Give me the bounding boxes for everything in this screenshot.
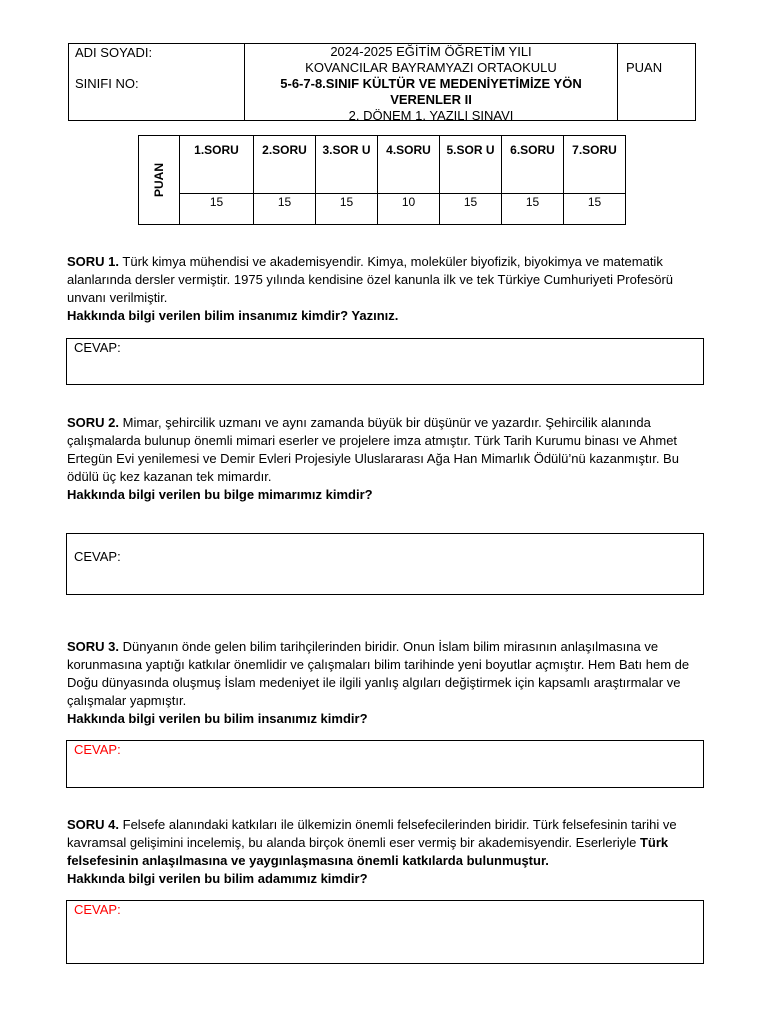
- course-title: 5-6-7-8.SINIF KÜLTÜR VE MEDENİYETİMİZE YÖN VERENLER II: [280, 76, 582, 107]
- name-label: ADI SOYADI:: [75, 45, 153, 60]
- puan-row-label: PUAN: [139, 136, 180, 225]
- score-points: 15: [316, 194, 378, 225]
- score-points: 15: [564, 194, 626, 225]
- question-2: [67, 414, 707, 504]
- school-year: 2024-2025 EĞİTİM ÖĞRETİM YILI: [330, 44, 532, 59]
- score-col-header: 7.SORU: [564, 136, 626, 194]
- question-text: Mimar, şehircilik uzmanı ve aynı zamanda büyük bir düşünür ve yazardır. Şehircilik alanında: [122, 415, 651, 430]
- question-label: SORU 1.: [67, 254, 120, 269]
- exam-title-cell: [245, 44, 618, 123]
- score-col-header: 2.SORU: [254, 136, 316, 194]
- question-text: çalışmalarda bulunup önemli mimari eserler ve projelere imza atmıştır. Türk Tarih Kurumu binası ve Ahmet Ertegün Evi yenilemesi ve Demir Evleri Projesiyle Uluslararası Ağa Han Mimarlık Ödülü’nü kazanmıştır. Bu ödülü üç kez kazanan tek mimardır.: [67, 433, 679, 484]
- answer-label: CEVAP:: [74, 549, 121, 564]
- school-name: KOVANCILAR BAYRAMYAZI ORTAOKULU: [305, 60, 557, 75]
- score-points: 15: [502, 194, 564, 225]
- question-text: Türk kimya mühendisi ve akademisyendir. Kimya, moleküler biyofizik, biyokimya ve matematik alanlarında dersler vermiştir. 1975 yılında kendisine özel kanunla ilk ve tek Türkiye Cumhuriyeti Profesörü unvanı verilmiştir.: [67, 254, 673, 305]
- question-label: SORU 3.: [67, 639, 120, 654]
- score-table: [138, 135, 626, 225]
- question-label: SORU 2.: [67, 415, 120, 430]
- class-label: SINIFI NO:: [75, 76, 139, 91]
- question-1: [67, 253, 707, 325]
- score-points: 15: [254, 194, 316, 225]
- question-4: [67, 816, 707, 888]
- question-prompt: Hakkında bilgi verilen bu bilim insanımız kimdir?: [67, 711, 368, 726]
- question-label: SORU 4.: [67, 817, 120, 832]
- score-col-header: 1.SORU: [180, 136, 254, 194]
- answer-box-1[interactable]: [66, 338, 704, 385]
- question-3: [67, 638, 707, 728]
- question-prompt: Hakkında bilgi verilen bilim insanımız kimdir? Yazınız.: [67, 308, 399, 323]
- question-text: Dünyanın önde gelen bilim tarihçilerinden biridir. Onun İslam bilim mirasının anlaşılmasına ve korunmasına yaptığı katkılar önemlidir ve çalışmaları bilim tarihinde yeni boyutlar açmıştır. Hem Batı hem de Doğu dünyasında oluşmuş İslam medeniyet ile ilgili yanlış algıları değiştirmek için kapsamlı araştırmalar ve çalışmalar yapmıştır.: [67, 639, 690, 708]
- question-text-emphasis: Türk felsefesinin anlaşılmasına ve yaygınlaşmasına önemli katkılarda bulunmuştur.: [67, 835, 669, 868]
- score-col-header: 5.SOR U: [440, 136, 502, 194]
- score-label: PUAN: [626, 60, 663, 75]
- question-text: Felsefe alanındaki katkıları ile ülkemizin önemli felsefecilerinden biridir. Türk felsefesinin tarihi ve kavramsal gelişimini incelemiş, bu alanda birçok önemli eser vermiş bir akademisyendir. Eserleriyle: [67, 817, 677, 850]
- answer-box-4[interactable]: [66, 900, 704, 964]
- answer-label: CEVAP:: [74, 742, 121, 757]
- answer-label: CEVAP:: [74, 340, 121, 355]
- student-info-cell: [69, 44, 245, 120]
- exam-name: 2. DÖNEM 1. YAZILI SINAVI: [348, 108, 514, 123]
- answer-box-3[interactable]: [66, 740, 704, 788]
- exam-header: [68, 43, 696, 121]
- score-points: 10: [378, 194, 440, 225]
- score-points: 15: [440, 194, 502, 225]
- score-col-header: 3.SOR U: [316, 136, 378, 194]
- score-cell: [618, 44, 695, 120]
- answer-label: CEVAP:: [74, 902, 121, 917]
- question-prompt: Hakkında bilgi verilen bu bilge mimarımız kimdir?: [67, 487, 373, 502]
- score-points: 15: [180, 194, 254, 225]
- question-prompt: Hakkında bilgi verilen bu bilim adamımız kimdir?: [67, 871, 368, 886]
- score-col-header: 6.SORU: [502, 136, 564, 194]
- answer-box-2[interactable]: [66, 533, 704, 595]
- score-col-header: 4.SORU: [378, 136, 440, 194]
